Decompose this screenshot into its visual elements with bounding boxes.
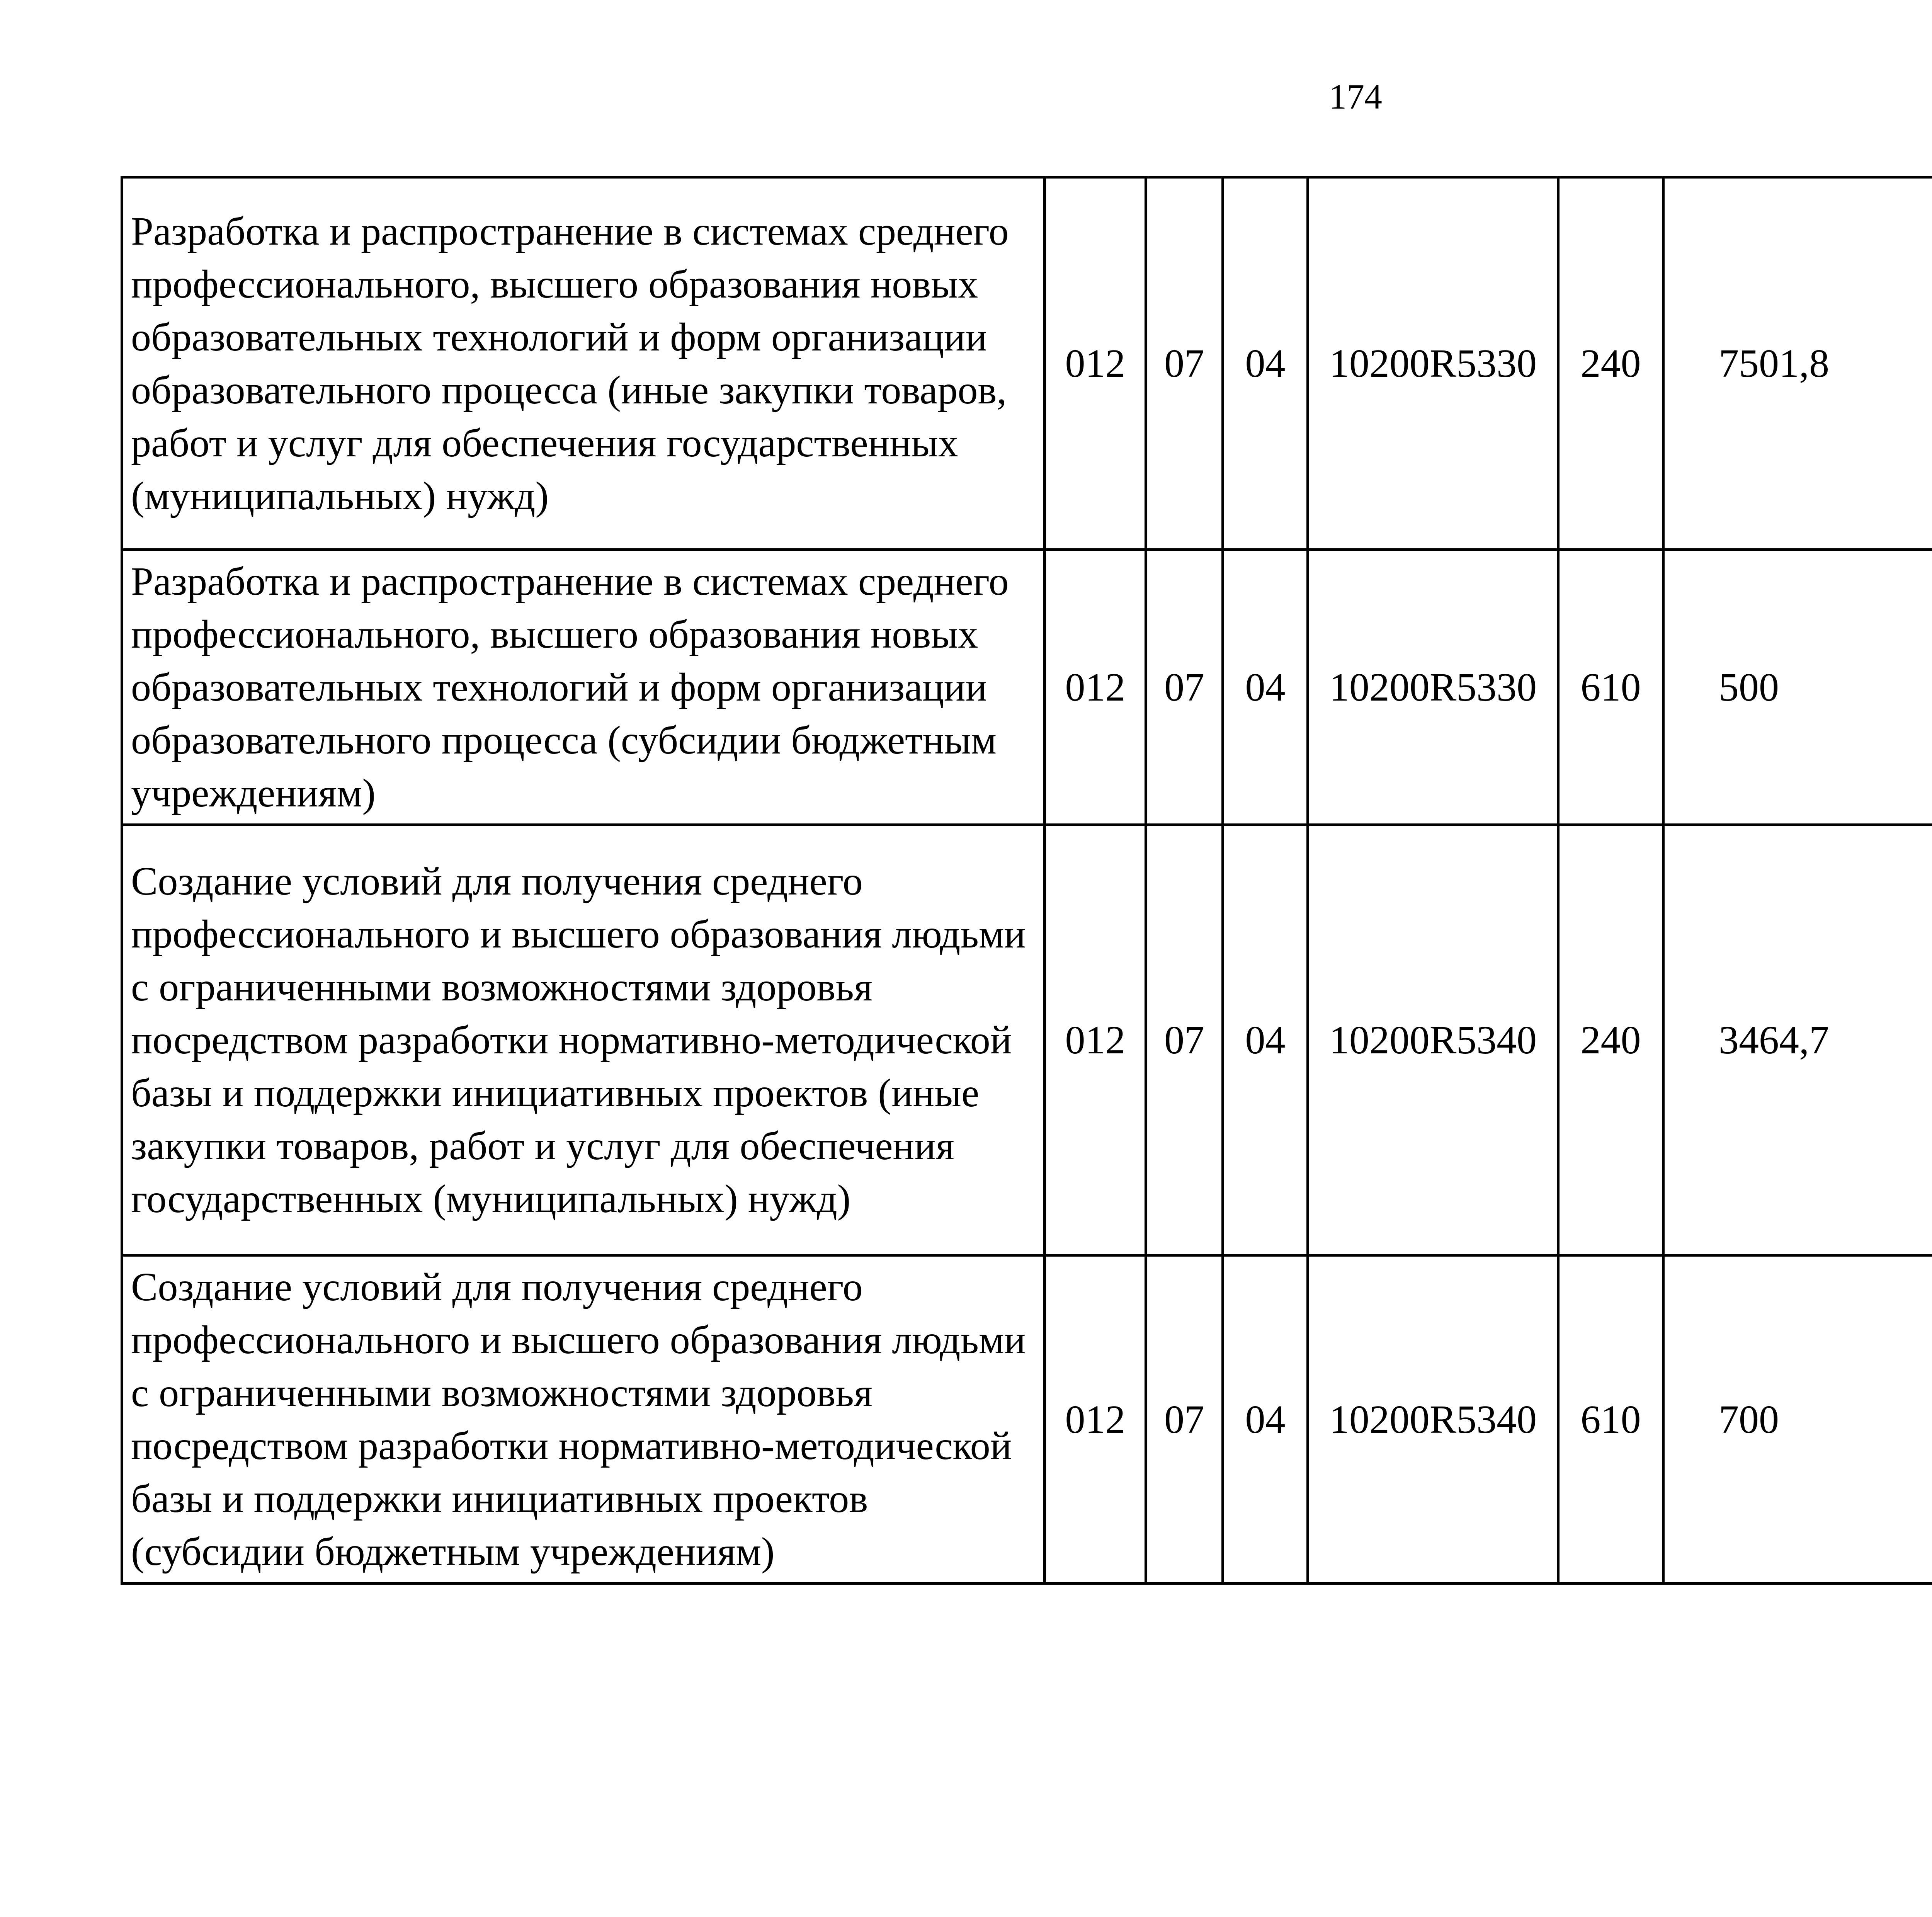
target-article-code: 10200R5340 — [1308, 825, 1558, 1255]
table-row — [122, 1255, 1932, 1584]
budget-table — [121, 176, 1932, 1585]
ministry-code: 012 — [1045, 177, 1146, 550]
ministry-code: 012 — [1045, 825, 1146, 1255]
row-description: Разработка и распространение в системах среднего профессионального, высшего образования новых образовательных технологий и форм организации образовательного процесса (субсидии бюджетным учреждениям) — [122, 550, 1045, 825]
section-code: 07 — [1146, 825, 1223, 1255]
page-number: 174 — [1329, 77, 1382, 116]
amount-cell: 500 — [1663, 550, 1932, 825]
table-row — [122, 825, 1932, 1255]
ministry-code: 012 — [1045, 550, 1146, 825]
amount-cell: 3464,7 — [1663, 825, 1932, 1255]
target-article-code: 10200R5330 — [1308, 177, 1558, 550]
row-description: Создание условий для получения среднего профессионального и высшего образования людьми с ограниченными возможностями здоровья посредством разработки нормативно-методической базы и поддержки инициативных проектов (субсидии бюджетным учреждениям) — [122, 1255, 1045, 1584]
section-code: 07 — [1146, 177, 1223, 550]
target-article-code: 10200R5340 — [1308, 1255, 1558, 1584]
expense-type-code: 610 — [1558, 1255, 1663, 1584]
table-row — [122, 177, 1932, 550]
expense-type-code: 610 — [1558, 550, 1663, 825]
section-code: 07 — [1146, 1255, 1223, 1584]
amount-cell: 7501,8 — [1663, 177, 1932, 550]
expense-type-code: 240 — [1558, 825, 1663, 1255]
subsection-code: 04 — [1223, 177, 1308, 550]
expense-type-code: 240 — [1558, 177, 1663, 550]
target-article-code: 10200R5330 — [1308, 550, 1558, 825]
ministry-code: 012 — [1045, 1255, 1146, 1584]
row-description: Создание условий для получения среднего профессионального и высшего образования людьми с ограниченными возможностями здоровья посредством разработки нормативно-методической базы и поддержки инициативных проектов (иные закупки товаров, работ и услуг для обеспечения государственных (муниципальных) нужд) — [122, 825, 1045, 1255]
table-row — [122, 550, 1932, 825]
amount-cell: 700 — [1663, 1255, 1932, 1584]
subsection-code: 04 — [1223, 825, 1308, 1255]
section-code: 07 — [1146, 550, 1223, 825]
row-description: Разработка и распространение в системах среднего профессионального, высшего образования новых образовательных технологий и форм организации образовательного процесса (иные закупки товаров, работ и услуг для обеспечения государственных (муниципальных) нужд) — [122, 177, 1045, 550]
subsection-code: 04 — [1223, 550, 1308, 825]
subsection-code: 04 — [1223, 1255, 1308, 1584]
